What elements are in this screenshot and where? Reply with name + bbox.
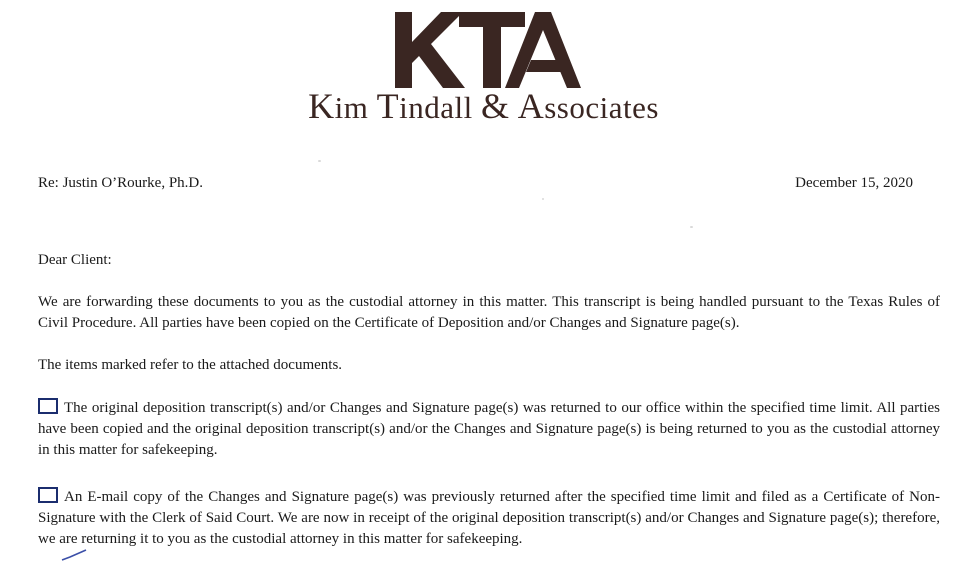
firm-name-rest: ssociates bbox=[544, 90, 659, 125]
firm-name bbox=[0, 88, 967, 124]
items-note: The items marked refer to the attached documents. bbox=[38, 357, 343, 373]
kta-logo bbox=[395, 12, 581, 88]
option-text: An E-mail copy of the Changes and Signature page(s) was previously returned after the specified time limit and filed as a Certificate of Non-Signature with the Clerk of Said Court. We are now in receipt of the original deposition transcript(s) and/or Changes and Signature page(s); therefore, we are returning it to you as the custodial attorney in this matter for safekeeping. bbox=[38, 489, 940, 547]
firm-name-initial: K bbox=[308, 86, 335, 126]
option-checkbox[interactable] bbox=[38, 398, 58, 414]
option-checkbox[interactable] bbox=[38, 487, 58, 503]
logo-letter-k bbox=[395, 12, 465, 88]
option-text: The original deposition transcript(s) and/or Changes and Signature page(s) was returned to our office within the specified time limit. All parties have been copied and the original deposition transcript(s) and/or the Changes and Signature page(s) is being returned to you as the custodial attorney in this matter for safekeeping. bbox=[38, 400, 940, 458]
intro-paragraph: We are forwarding these documents to you as the custodial attorney in this matter. This transcript is being handled pursuant to the Texas Rules of Civil Procedure. All parties have been copied on the Certificate of Deposition and/or Changes and Signature page(s). bbox=[38, 294, 940, 331]
salutation: Dear Client: bbox=[38, 252, 112, 268]
option-item bbox=[38, 487, 940, 550]
firm-name-ampersand: & bbox=[480, 86, 510, 126]
letter-date: December 15, 2020 bbox=[795, 175, 913, 191]
re-line: Re: Justin O’Rourke, Ph.D. bbox=[38, 175, 203, 191]
firm-name-rest: indall bbox=[399, 90, 473, 125]
firm-name-initial: T bbox=[376, 86, 400, 126]
option-item bbox=[38, 398, 940, 461]
firm-name-rest: im bbox=[334, 90, 369, 125]
firm-name-initial: A bbox=[517, 86, 545, 126]
